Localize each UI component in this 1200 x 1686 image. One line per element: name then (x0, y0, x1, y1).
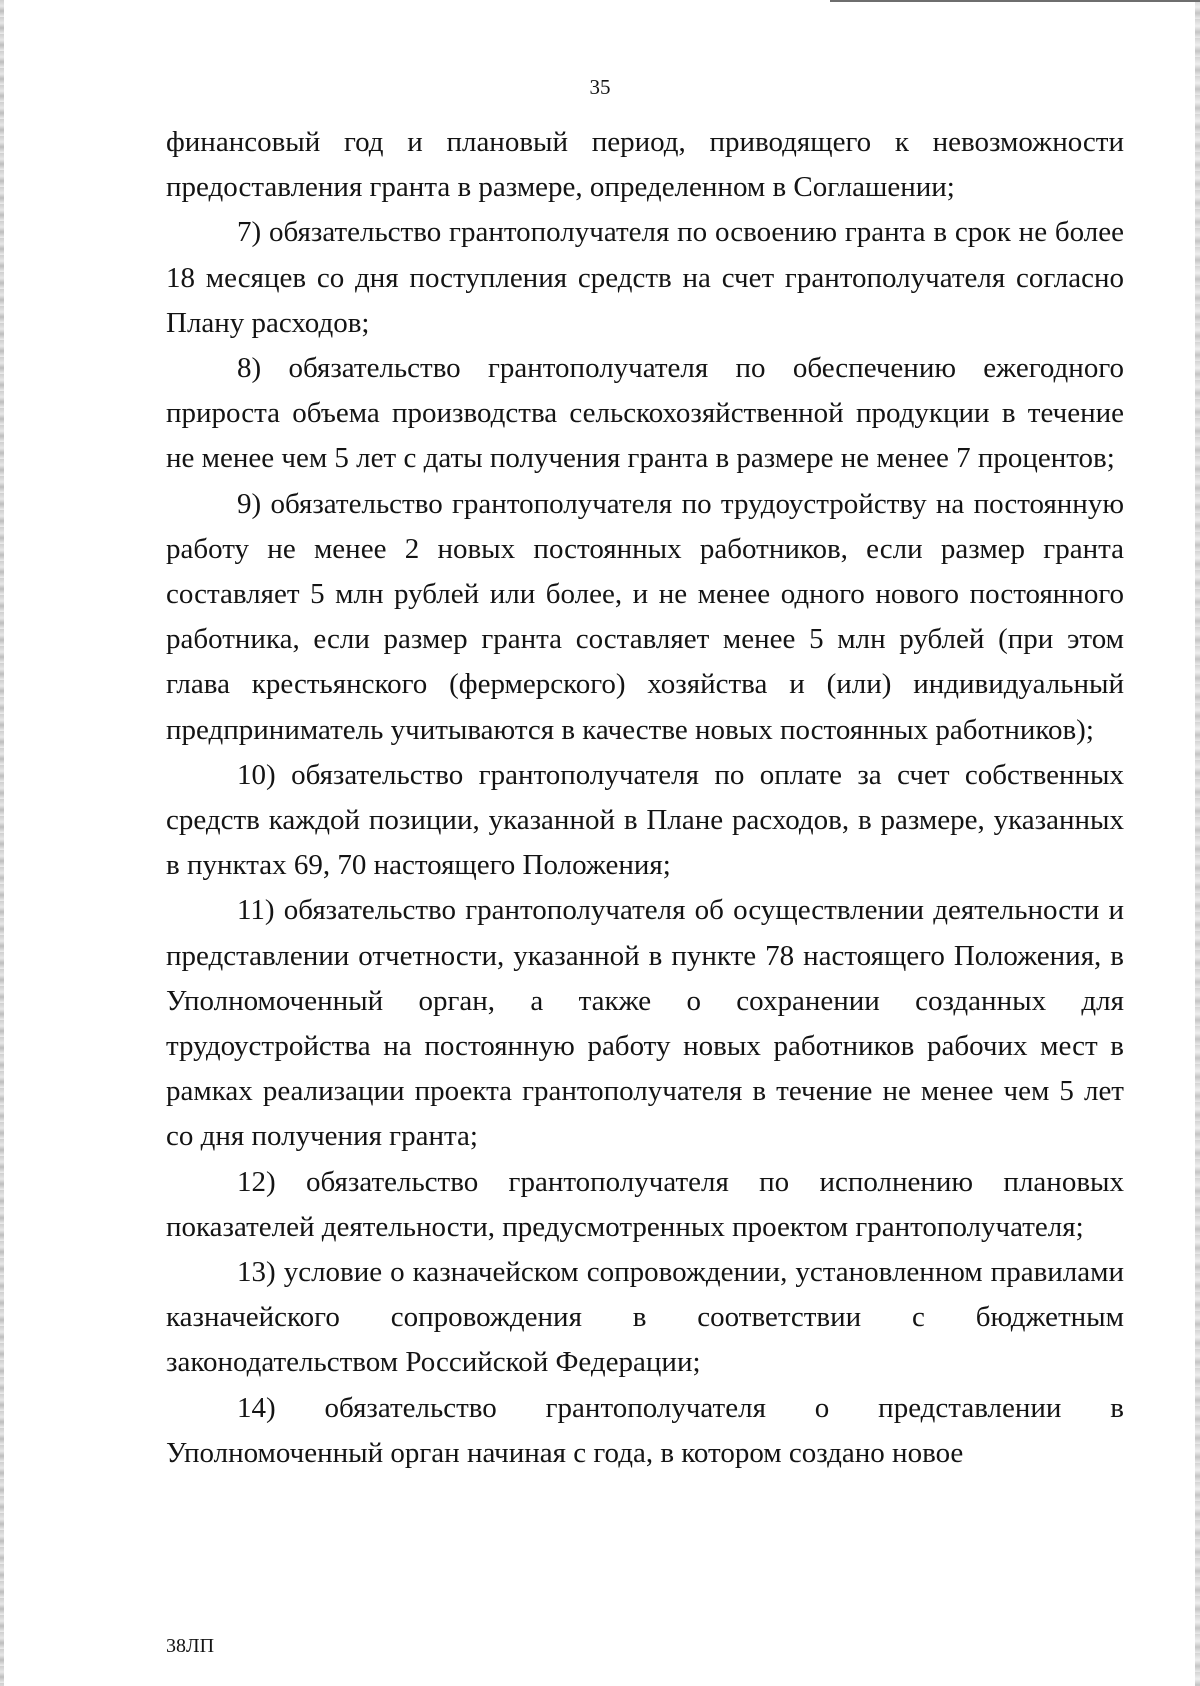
paragraph-item-13: 13) условие о казначейском сопровождении, установленном правилами казначейского сопровождения в соответствии с бюджетным законодательством Российской Федерации; (166, 1256, 1124, 1379)
paragraph-continuation: финансовый год и плановый период, приводящего к невозможности предоставления гранта в размере, определенном в Соглашении; (166, 126, 1124, 204)
document-body (166, 120, 1124, 1476)
footer-document-code: 38ЛП (166, 1635, 215, 1657)
paragraph-item-14: 14) обязательство грантополучателя о представлении в Уполномоченный орган начиная с года, в котором создано новое (166, 1391, 1124, 1469)
scan-right-edge (1195, 0, 1200, 1686)
scan-left-edge (0, 0, 4, 1686)
scan-top-edge-line (830, 0, 1200, 2)
paragraph-item-9: 9) обязательство грантополучателя по трудоустройству на постоянную работу не менее 2 новых постоянных работников, если размер гранта составляет 5 млн рублей или более, и не менее одного нового постоянного работника, если размер гранта составляет менее 5 млн рублей (при этом глава крестьянского (фермерского) хозяйства и (или) индивидуальный предприниматель учитываются в качестве новых постоянных работников); (166, 487, 1124, 746)
paragraph-item-10: 10) обязательство грантополучателя по оплате за счет собственных средств каждой позиции, указанной в Плане расходов, в размере, указанных в пунктах 69, 70 настоящего Положения; (166, 758, 1124, 882)
paragraph-item-8: 8) обязательство грантополучателя по обеспечению ежегодного прироста объема производства сельскохозяйственной продукции в течение не менее чем 5 лет с даты получения гранта в размере не менее 7 процентов; (166, 352, 1124, 475)
paragraph-item-11: 11) обязательство грантополучателя об осуществлении деятельности и представлении отчетности, указанной в пункте 78 настоящего Положения, в Уполномоченный орган, а также о сохранении созданных для трудоустройства на постоянную работу новых работников рабочих мест в рамках реализации проекта грантополучателя в течение не менее чем 5 лет со дня получения гранта; (166, 894, 1124, 1153)
paragraph-item-7: 7) обязательство грантополучателя по освоению гранта в срок не более 18 месяцев со дня поступления средств на счет грантополучателя согласно Плану расходов; (166, 216, 1124, 339)
paragraph-item-12: 12) обязательство грантополучателя по исполнению плановых показателей деятельности, предусмотренных проектом грантополучателя; (166, 1165, 1124, 1243)
page-number: 35 (589, 75, 611, 99)
